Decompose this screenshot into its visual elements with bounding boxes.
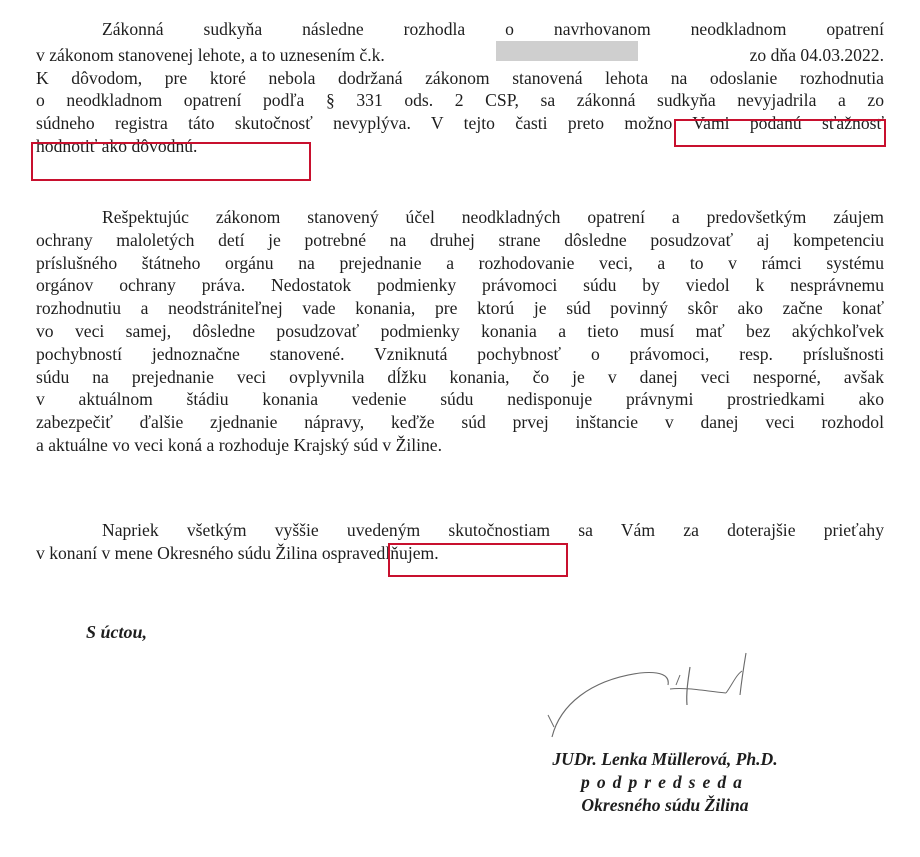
- signatory-name: JUDr. Lenka Müllerová, Ph.D.: [552, 749, 778, 769]
- paragraph-2-line-7: pochybností jednoznačne stanovené. Vzniknutá pochybnosť o právomoci, resp. príslušnosti: [36, 343, 884, 364]
- paragraph-1-line-2-date: zo dňa 04.03.2022.: [749, 44, 884, 65]
- redacted-case-number: [496, 41, 638, 61]
- paragraph-2-line-9: v aktuálnom štádiu konania vedenie súdu nedisponuje právnymi prostriedkami ako: [36, 389, 884, 410]
- paragraph-2: [36, 206, 884, 457]
- paragraph-2-line-6: vo veci samej, dôsledne posudzovať podmienky konania a tieto musí mať bez akýchkoľvek: [36, 320, 884, 341]
- paragraph-2-line-2: ochrany maloletých detí je potrebné na druhej strane dôsledne posudzovať aj kompetenciu: [36, 229, 884, 250]
- paragraph-1-line-2-text: v zákonom stanovenej lehote, a to uznesením č.k.: [36, 44, 385, 65]
- paragraph-3-line-1: Napriek všetkým vyššie uvedeným skutočnostiam sa Vám za doterajšie prieťahy: [102, 520, 884, 540]
- paragraph-2-line-3: príslušného štátneho orgánu na prejednanie a rozhodovanie veci, a to v rámci systému: [36, 252, 884, 273]
- paragraph-2-line-11: a aktuálne vo veci koná a rozhoduje Krajský súd v Žiline.: [36, 434, 442, 455]
- handwritten-signature: [530, 645, 770, 745]
- paragraph-3-line-2: v konaní v mene Okresného súdu Žilina ospravedlňujem.: [36, 542, 439, 563]
- paragraph-1-line-5: súdneho registra táto skutočnosť nevyplýva. V tejto časti preto možno Vami podanú sťažnosť: [36, 113, 884, 134]
- highlight-box-assessment: [31, 142, 311, 181]
- signatory-position: podpredseda: [581, 772, 749, 792]
- paragraph-1-line-4: o neodkladnom opatrení podľa § 331 ods. 2 CSP, sa zákonná sudkyňa nevyjadrila a zo: [36, 90, 884, 111]
- signatory-institution: Okresného súdu Žilina: [581, 795, 749, 815]
- paragraph-1-line-3: K dôvodom, pre ktoré nebola dodržaná zákonom stanovená lehota na odoslanie rozhodnutia: [36, 67, 884, 88]
- paragraph-2-line-8: súdu na prejednanie veci ovplyvnila dĺžku konania, čo je v danej veci nesporné, avšak: [36, 366, 884, 387]
- highlight-box-apology: [388, 543, 568, 577]
- paragraph-2-line-1: Rešpektujúc zákonom stanovený účel neodkladných opatrení a predovšetkým záujem: [102, 207, 884, 227]
- paragraph-1-line-2: [36, 41, 884, 67]
- paragraph-2-line-10: zabezpečiť ďalšie zjednanie nápravy, keďže súd prvej inštancie v danej veci rozhodol: [36, 412, 884, 433]
- paragraph-1-line-1: Zákonná sudkyňa následne rozhodla o navrhovanom neodkladnom opatrení: [102, 19, 884, 39]
- highlight-box-complaint: [674, 119, 886, 147]
- paragraph-1-line-6: hodnotiť ako dôvodnú.: [36, 135, 198, 156]
- paragraph-2-line-4: orgánov ochrany práva. Nedostatok podmienky právomoci súdu by viedol k nesprávnemu: [36, 275, 884, 296]
- paragraph-2-line-5: rozhodnutiu a neodstrániteľnej vade konania, pre ktorú je súd povinný skôr ako začne konať: [36, 298, 884, 319]
- closing-salutation: S úctou,: [86, 622, 148, 642]
- signature-block: [500, 748, 830, 817]
